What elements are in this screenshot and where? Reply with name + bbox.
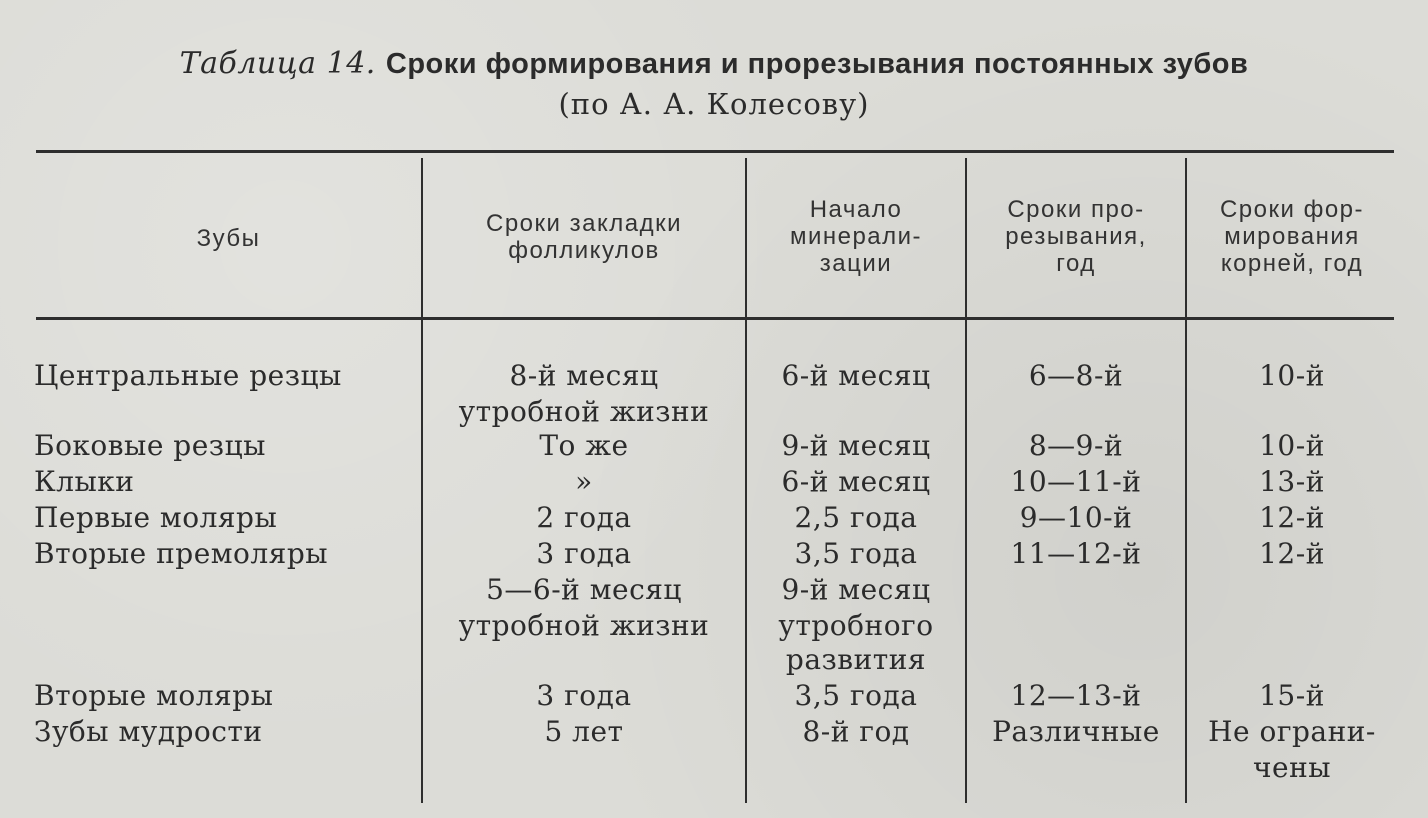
follicle-term: утробной жизни (458, 395, 710, 428)
follicle-term: утробной жизни (458, 609, 710, 642)
table-title-main: Сроки формирования и прорезывания постоянных зубов (385, 48, 1249, 80)
tooth-name: Центральные резцы (34, 359, 342, 392)
tooth-name: Вторые премоляры (34, 537, 329, 570)
follicle-term: 8-й месяц (509, 359, 659, 392)
header-bottom-rule (36, 317, 1394, 320)
mineralization-start: 6-й месяц (781, 359, 931, 392)
table-number: Таблица 14. (179, 46, 376, 81)
root-formation-term: Не ограни- (1208, 715, 1376, 748)
header-mineralization: Начало минерали- зации (789, 196, 923, 277)
follicle-term: 5 лет (544, 715, 624, 748)
tooth-name: Вторые моляры (34, 679, 274, 712)
mineralization-start: утробного (778, 609, 934, 642)
tooth-name: Первые моляры (34, 501, 278, 534)
root-formation-term: 12-й (1259, 501, 1325, 534)
mineralization-start: 2,5 года (794, 501, 918, 534)
eruption-term: Различные (992, 715, 1160, 748)
root-formation-term: чены (1252, 751, 1332, 784)
root-formation-term: 12-й (1259, 537, 1325, 570)
eruption-term: 10—11-й (1010, 465, 1142, 498)
follicle-term: 3 года (536, 537, 632, 570)
root-formation-term: 10-й (1259, 359, 1325, 392)
header-eruption: Сроки про- резывания, год (1005, 196, 1147, 277)
follicle-term: 5—6-й месяц (486, 573, 682, 606)
mineralization-start: 6-й месяц (781, 465, 931, 498)
root-formation-term: 15-й (1259, 679, 1325, 712)
follicle-term: То же (539, 429, 629, 462)
follicle-term: 3 года (536, 679, 632, 712)
eruption-term: 8—9-й (1028, 429, 1124, 462)
tooth-name: Боковые резцы (34, 429, 266, 462)
header-follicles: Сроки закладки фолликулов (486, 210, 682, 264)
eruption-term: 12—13-й (1010, 679, 1142, 712)
eruption-term: 9—10-й (1019, 501, 1133, 534)
root-formation-term: 13-й (1259, 465, 1325, 498)
eruption-term: 11—12-й (1010, 537, 1142, 570)
top-rule (36, 150, 1394, 153)
header-roots: Сроки фор- мирования корней, год (1219, 196, 1365, 277)
eruption-term: 6—8-й (1028, 359, 1124, 392)
follicle-term: 2 года (536, 501, 632, 534)
follicle-term: » (575, 465, 593, 498)
table-subtitle: (по А. А. Колесову) (558, 87, 870, 121)
mineralization-start: 3,5 года (794, 679, 918, 712)
mineralization-start: 9-й месяц (781, 429, 931, 462)
header-teeth: Зубы (196, 225, 261, 252)
tooth-name: Зубы мудрости (34, 715, 263, 748)
tooth-name: Клыки (34, 465, 135, 498)
mineralization-start: 9-й месяц (781, 573, 931, 606)
mineralization-start: развития (785, 643, 927, 676)
mineralization-start: 3,5 года (794, 537, 918, 570)
mineralization-start: 8-й год (802, 715, 910, 748)
root-formation-term: 10-й (1259, 429, 1325, 462)
table-title (0, 44, 1428, 84)
